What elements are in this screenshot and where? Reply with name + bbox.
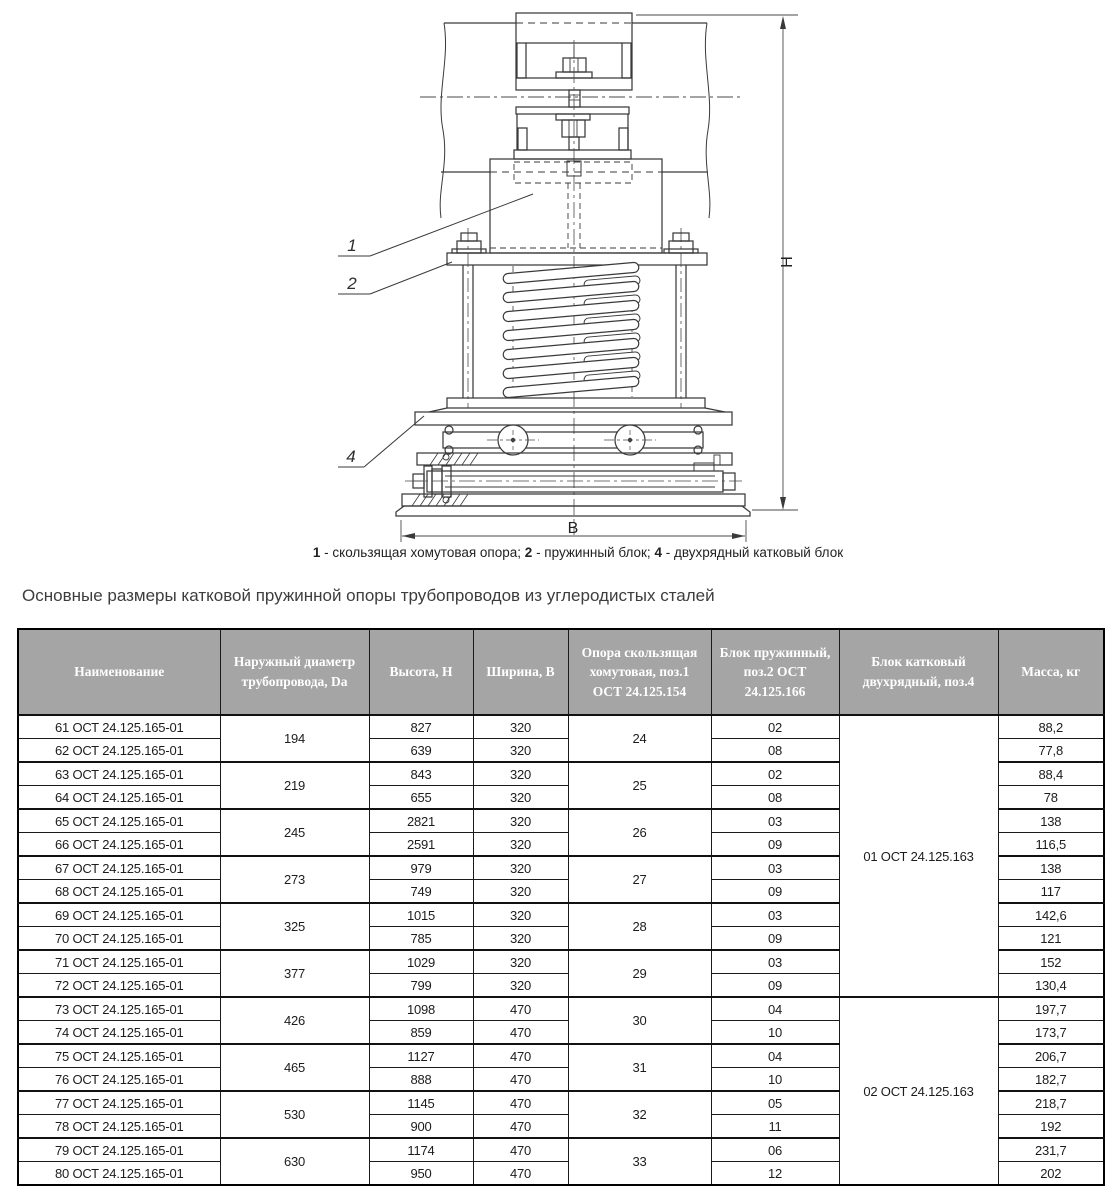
cell-mass: 231,7 [998,1138,1104,1162]
cell-spring: 08 [711,739,839,763]
cell-name: 68 ОСТ 24.125.165-01 [18,880,220,904]
cell-width: 320 [473,739,568,763]
caption-text-2: - пружинный блок; [536,545,651,560]
cell-height: 900 [369,1115,473,1139]
cell-height: 2821 [369,809,473,833]
cell-width: 320 [473,974,568,998]
cell-height: 888 [369,1068,473,1092]
col-header-name: Наименование [18,629,220,715]
dimension-h [636,15,798,510]
cell-mass: 138 [998,856,1104,880]
cell-diameter: 273 [220,856,369,903]
cell-name: 71 ОСТ 24.125.165-01 [18,950,220,974]
cell-name: 75 ОСТ 24.125.165-01 [18,1044,220,1068]
cell-width: 470 [473,1091,568,1115]
cell-height: 1098 [369,997,473,1021]
cell-mass: 182,7 [998,1068,1104,1092]
cell-name: 79 ОСТ 24.125.165-01 [18,1138,220,1162]
cell-diameter: 530 [220,1091,369,1138]
cell-spring: 08 [711,786,839,810]
cell-name: 76 ОСТ 24.125.165-01 [18,1068,220,1092]
cell-mass: 206,7 [998,1044,1104,1068]
cell-clamp: 30 [568,997,711,1044]
cell-spring: 03 [711,856,839,880]
label-part-4: 4 [346,447,356,466]
cell-diameter: 245 [220,809,369,856]
col-header-diameter: Наружный диаметр трубопровода, Da [220,629,369,715]
cell-mass: 218,7 [998,1091,1104,1115]
cell-mass: 142,6 [998,903,1104,927]
cell-spring: 05 [711,1091,839,1115]
cell-mass: 192 [998,1115,1104,1139]
cell-mass: 138 [998,809,1104,833]
cell-width: 320 [473,786,568,810]
dim-b-label: В [567,520,579,537]
cell-name: 72 ОСТ 24.125.165-01 [18,974,220,998]
cell-height: 799 [369,974,473,998]
cell-height: 1174 [369,1138,473,1162]
cell-diameter: 194 [220,715,369,762]
cell-width: 320 [473,809,568,833]
cell-name: 61 ОСТ 24.125.165-01 [18,715,220,739]
cell-width: 470 [473,1138,568,1162]
cell-name: 77 ОСТ 24.125.165-01 [18,1091,220,1115]
cell-width: 470 [473,1162,568,1186]
cell-spring: 09 [711,974,839,998]
caption-num-1: 1 [312,545,321,560]
table-row [18,997,1104,1021]
caption-num-4: 4 [654,545,662,560]
cell-spring: 04 [711,1044,839,1068]
table-body [18,715,1104,1185]
cell-clamp: 31 [568,1044,711,1091]
cell-height: 1145 [369,1091,473,1115]
cell-height: 979 [369,856,473,880]
cell-mass: 77,8 [998,739,1104,763]
col-header-width: Ширина, В [473,629,568,715]
cell-spring: 03 [711,903,839,927]
section-heading: Основные размеры катковой пружинной опоры трубопроводов из углеродистых сталей [22,586,715,605]
header-row [18,629,1104,715]
cell-name: 64 ОСТ 24.125.165-01 [18,786,220,810]
cell-spring: 06 [711,1138,839,1162]
dimensions-table [17,628,1105,1186]
cell-name: 74 ОСТ 24.125.165-01 [18,1021,220,1045]
cell-height: 1127 [369,1044,473,1068]
cell-mass: 88,2 [998,715,1104,739]
cell-spring: 09 [711,833,839,857]
cell-mass: 197,7 [998,997,1104,1021]
cell-spring: 09 [711,927,839,951]
cell-diameter: 377 [220,950,369,997]
cell-height: 639 [369,739,473,763]
cell-width: 470 [473,1044,568,1068]
cell-name: 63 ОСТ 24.125.165-01 [18,762,220,786]
cell-name: 78 ОСТ 24.125.165-01 [18,1115,220,1139]
cell-spring: 03 [711,809,839,833]
cell-mass: 202 [998,1162,1104,1186]
cell-spring: 02 [711,762,839,786]
cell-width: 320 [473,833,568,857]
cell-width: 320 [473,903,568,927]
cell-diameter: 325 [220,903,369,950]
col-header-spring: Блок пружинный, поз.2 ОСТ 24.125.166 [711,629,839,715]
table-row [18,715,1104,739]
cell-name: 73 ОСТ 24.125.165-01 [18,997,220,1021]
cell-name: 65 ОСТ 24.125.165-01 [18,809,220,833]
label-part-2: 2 [347,274,357,293]
cell-name: 62 ОСТ 24.125.165-01 [18,739,220,763]
sliding-support-box [490,159,662,253]
roller-block [396,412,750,516]
cell-clamp: 27 [568,856,711,903]
cell-mass: 78 [998,786,1104,810]
cell-diameter: 219 [220,762,369,809]
cell-width: 470 [473,997,568,1021]
caption-num-2: 2 [524,545,533,560]
cell-width: 470 [473,1068,568,1092]
table-header [18,629,1104,715]
cell-height: 785 [369,927,473,951]
cell-mass: 130,4 [998,974,1104,998]
cell-spring: 10 [711,1068,839,1092]
cell-width: 320 [473,950,568,974]
cell-roller-block: 02 ОСТ 24.125.163 [839,997,998,1185]
spring-block [429,228,725,412]
col-header-mass: Масса, кг [998,629,1104,715]
cell-mass: 116,5 [998,833,1104,857]
cell-spring: 02 [711,715,839,739]
cell-width: 320 [473,927,568,951]
cell-height: 1029 [369,950,473,974]
cell-name: 66 ОСТ 24.125.165-01 [18,833,220,857]
cell-width: 320 [473,880,568,904]
cell-roller-block: 01 ОСТ 24.125.163 [839,715,998,997]
cell-name: 80 ОСТ 24.125.165-01 [18,1162,220,1186]
cell-width: 320 [473,715,568,739]
dim-h-label: Н [779,256,796,268]
cell-clamp: 33 [568,1138,711,1185]
cell-width: 320 [473,762,568,786]
cell-clamp: 32 [568,1091,711,1138]
label-part-1: 1 [347,236,357,255]
drawing-caption [0,545,1120,560]
cell-name: 69 ОСТ 24.125.165-01 [18,903,220,927]
technical-drawing [0,0,1120,545]
cell-spring: 04 [711,997,839,1021]
cell-name: 67 ОСТ 24.125.165-01 [18,856,220,880]
cell-spring: 03 [711,950,839,974]
cell-spring: 11 [711,1115,839,1139]
cell-height: 655 [369,786,473,810]
spring-coil-front [503,262,639,398]
cell-mass: 173,7 [998,1021,1104,1045]
cell-mass: 88,4 [998,762,1104,786]
cell-name: 70 ОСТ 24.125.165-01 [18,927,220,951]
dimensions-table-wrapper [17,628,1105,1186]
cell-spring: 10 [711,1021,839,1045]
col-header-clamp: Опора скользящая хомутовая, поз.1 ОСТ 24.125.154 [568,629,711,715]
cell-height: 827 [369,715,473,739]
caption-text-4: - двухрядный катковый блок [665,545,844,560]
cell-diameter: 465 [220,1044,369,1091]
cell-mass: 121 [998,927,1104,951]
cell-height: 749 [369,880,473,904]
cell-spring: 09 [711,880,839,904]
cell-clamp: 29 [568,950,711,997]
col-header-roller: Блок катковый двухрядный, поз.4 [839,629,998,715]
cell-mass: 117 [998,880,1104,904]
cell-width: 470 [473,1115,568,1139]
cell-clamp: 24 [568,715,711,762]
cell-height: 2591 [369,833,473,857]
cell-mass: 152 [998,950,1104,974]
cell-width: 470 [473,1021,568,1045]
cell-height: 950 [369,1162,473,1186]
cell-spring: 12 [711,1162,839,1186]
cell-clamp: 26 [568,809,711,856]
caption-text-1: - скользящая хомутовая опора; [324,545,522,560]
part-labels [338,194,533,467]
cell-clamp: 25 [568,762,711,809]
dimension-b [401,520,746,542]
cell-height: 843 [369,762,473,786]
cell-diameter: 426 [220,997,369,1044]
cell-clamp: 28 [568,903,711,950]
cell-height: 859 [369,1021,473,1045]
cell-diameter: 630 [220,1138,369,1185]
cell-width: 320 [473,856,568,880]
cell-height: 1015 [369,903,473,927]
col-header-height: Высота, Н [369,629,473,715]
